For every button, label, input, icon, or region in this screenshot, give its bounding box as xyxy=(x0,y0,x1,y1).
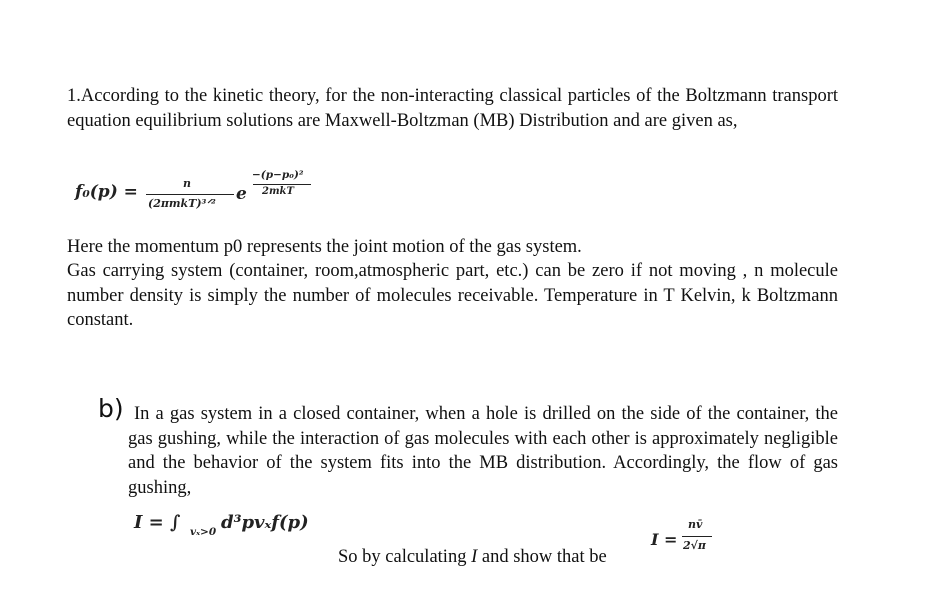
part-b-text: In a gas system in a closed container, when a hole is drilled on the side of the container, the gas gushing, while the interaction of gas molecules with each other is approximately negligible and the behavior of the system fits into the MB distribution. Accordingly, the flow of gas gushing, xyxy=(128,404,838,498)
equation-exponent-denominator: 2mkT xyxy=(262,186,294,197)
equation-fraction-bar xyxy=(146,194,234,195)
question-1-intro: 1.According to the kinetic theory, for the non-interacting classical particles of the Boltzmann transport equation equilibrium solutions are Maxwell-Boltzman (MB) Distribution and are given as, xyxy=(67,86,838,131)
integrand: d³pvₓf(p) xyxy=(221,512,309,533)
result-fraction-bar xyxy=(682,536,712,537)
explanation-line-2: Gas carrying system (container, room,atmospheric part, etc.) can be zero if not moving , n molecule number density is simply the number of molecules receivable. Temperature in T Kelvin, k Boltzmann constant. xyxy=(67,261,838,330)
equation-numerator: n xyxy=(183,177,191,190)
integral-lhs: I = ∫ xyxy=(134,512,181,533)
conclusion-prefix: So by calculating xyxy=(338,547,472,567)
part-b-label: b) xyxy=(98,394,124,423)
equation-exponent-numerator: −(p−p₀)² xyxy=(252,169,304,181)
integral-subscript: vₓ>0 xyxy=(190,526,217,538)
result-lhs: I = xyxy=(651,530,678,549)
result-numerator: nv̄ xyxy=(688,518,703,531)
equation-denominator: (2πmkT)³ᐟ² xyxy=(148,197,216,210)
conclusion-variable: I xyxy=(471,547,478,567)
conclusion-suffix: and show that be xyxy=(477,547,607,567)
conclusion-sentence xyxy=(338,545,607,570)
equation-lhs: f₀(p) = xyxy=(75,182,138,202)
result-denominator: 2√π xyxy=(683,539,706,552)
equation-exponent-bar xyxy=(253,184,311,185)
explanation-line-1: Here the momentum p0 represents the joint motion of the gas system. xyxy=(67,237,582,257)
equation-exponential-base: e xyxy=(236,184,247,204)
